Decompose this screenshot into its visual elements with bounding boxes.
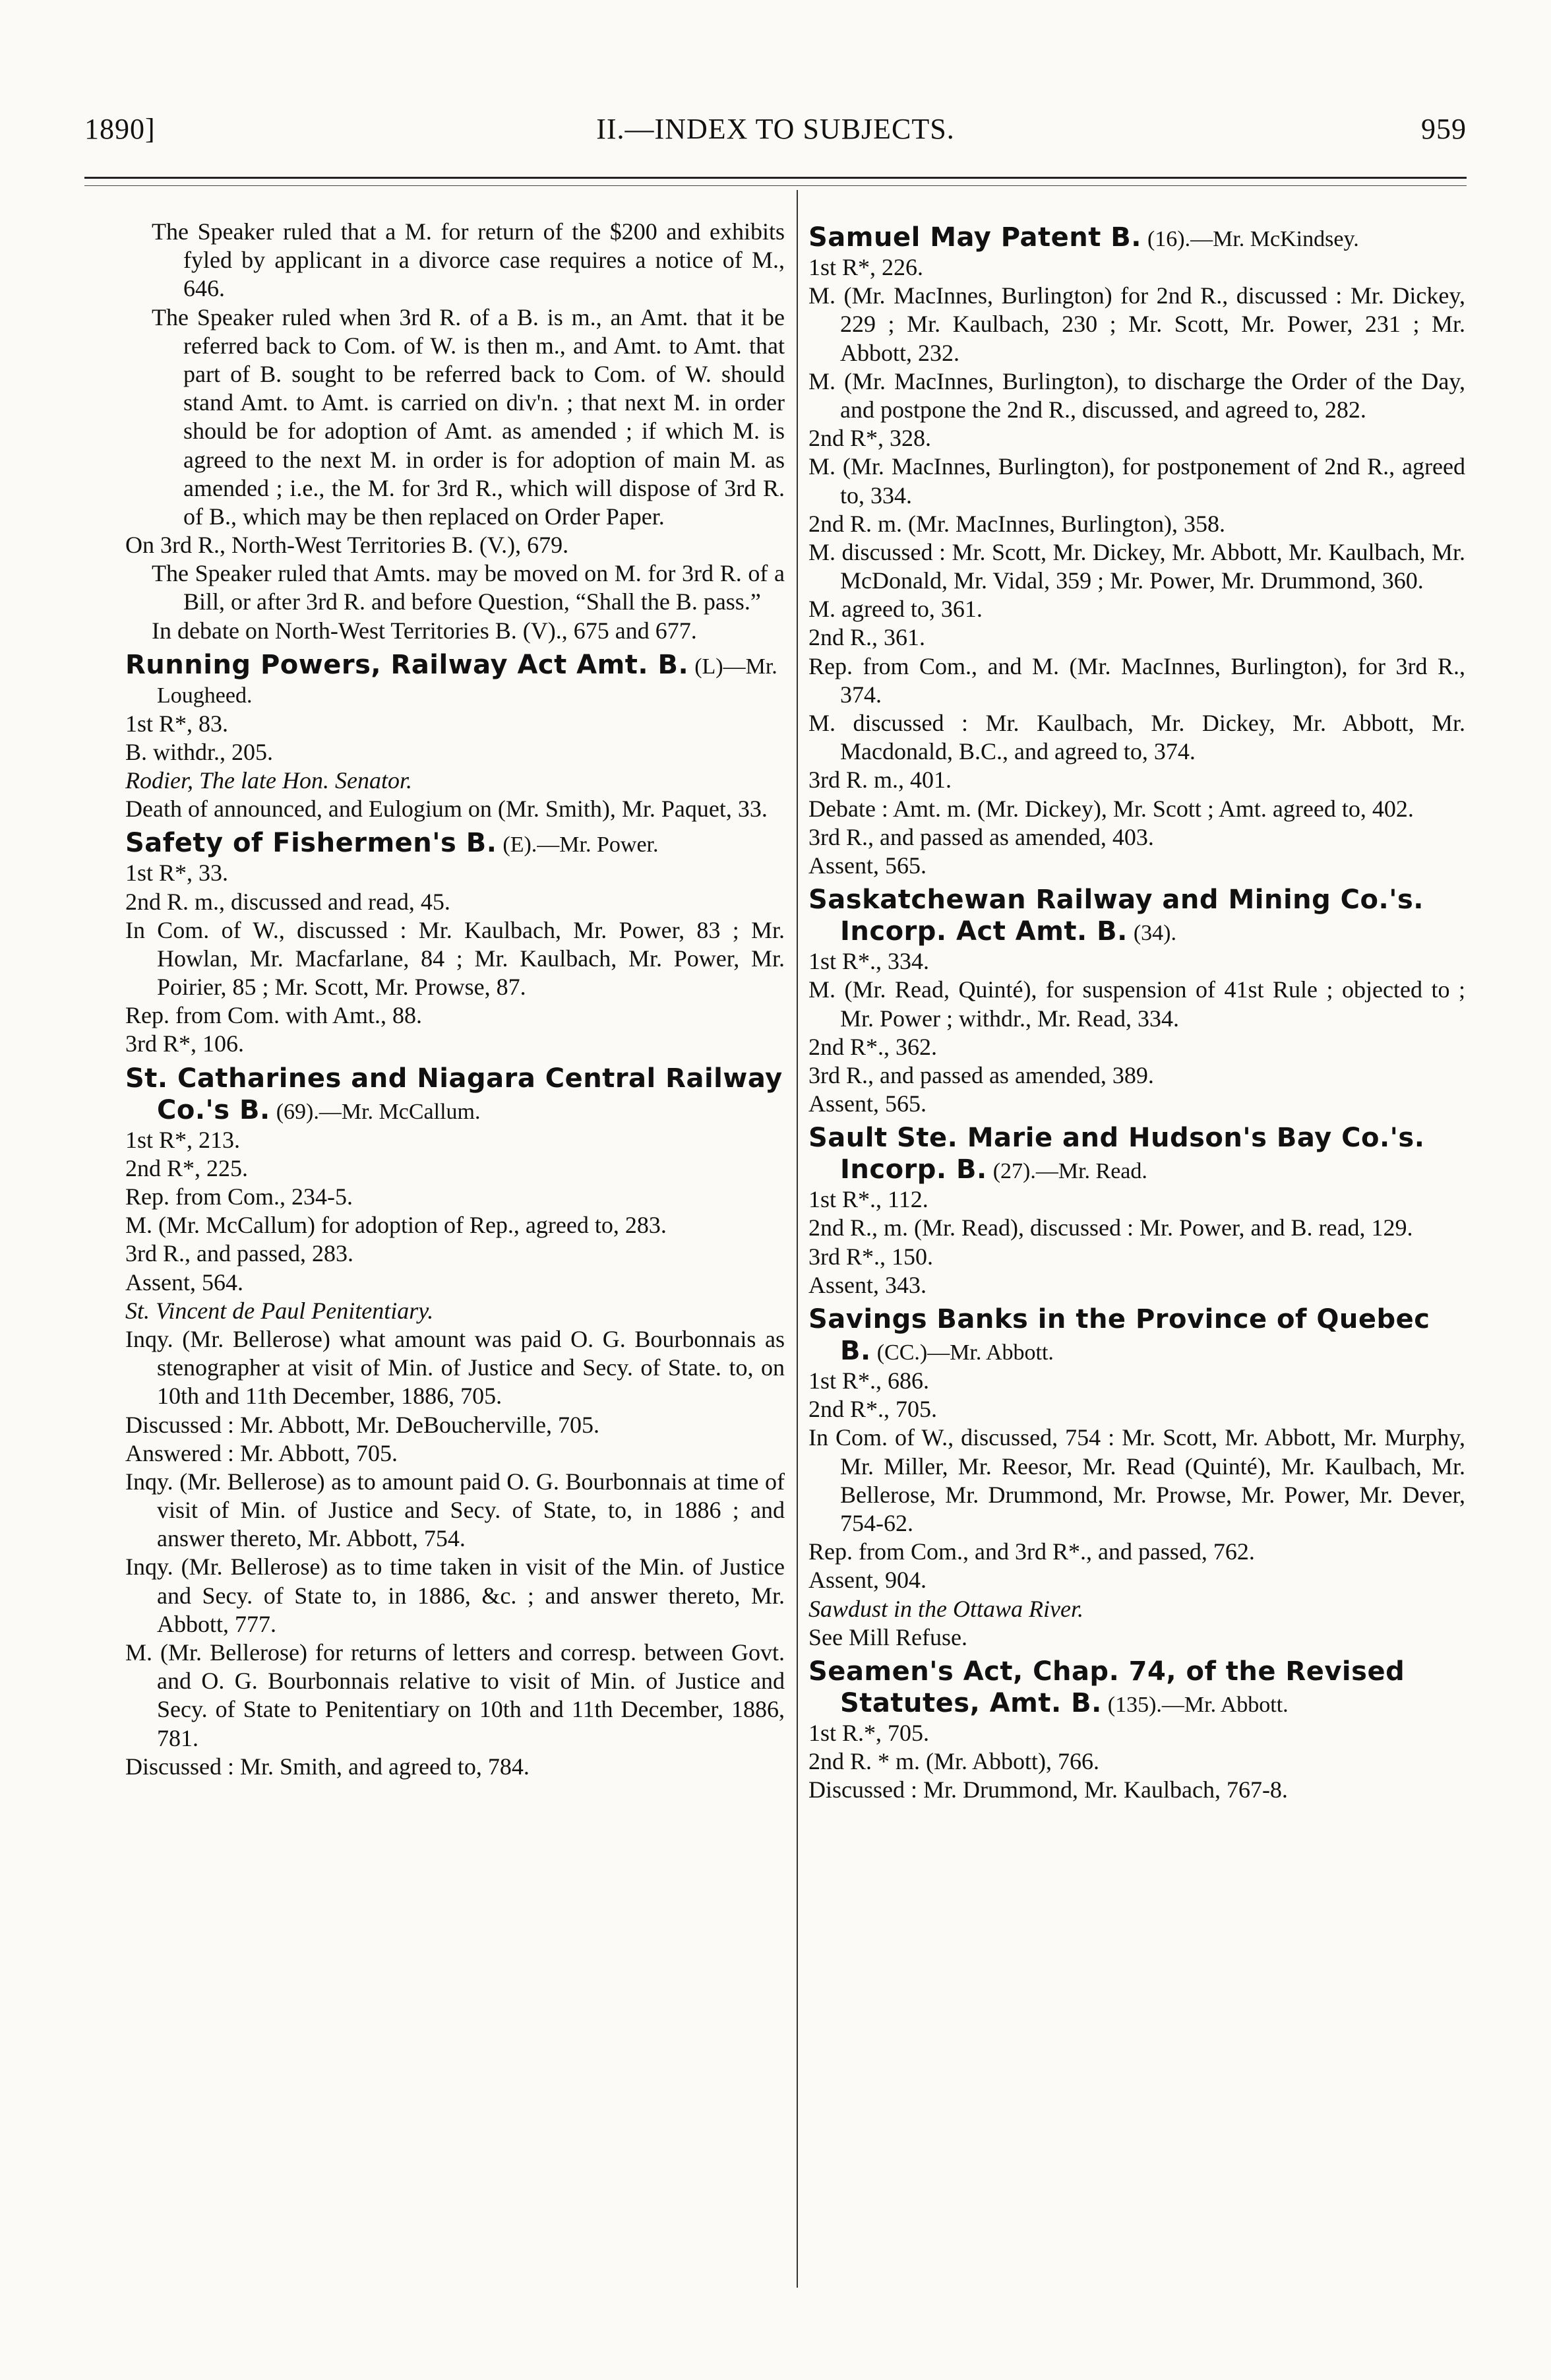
index-subject-italic: Rodier, The late Hon. Senator. — [125, 767, 412, 794]
index-entry: M. (Mr. MacInnes, Burlington), to discharge the Order of the Day, and postpone the 2nd R., discussed, and agreed to, 282. — [808, 367, 1465, 423]
index-heading — [125, 649, 785, 710]
index-entry: M. (Mr. McCallum) for adoption of Rep., agreed to, 283. — [125, 1212, 667, 1239]
index-subject-italic: Sawdust in the Ottawa River. — [808, 1595, 1083, 1622]
index-entry: The Speaker ruled when 3rd R. of a B. is m., an Amt. that it be referred back to Com. of W. is then m., and Amt. to Amt. that part of B. sought to be referred back to Com. of W. should stand Amt. to Amt. is carried on div'n. ; that next M. in order should be for adoption of Amt. as amended ; if which M. is agreed to the next M. in order is for adoption of main M. as amended ; i.e., the M. for 3rd R., which will dispose of 3rd R. of B., which may be then replaced on Order Paper. — [152, 303, 785, 530]
index-entry: Discussed : Mr. Smith, and agreed to, 784. — [125, 1753, 530, 1780]
page-header — [84, 112, 1467, 158]
index-entry: 2nd R. m., discussed and read, 45. — [125, 888, 450, 915]
index-entry: Assent, 904. — [808, 1567, 927, 1594]
index-entry: See Mill Refuse. — [808, 1623, 967, 1650]
index-heading — [125, 1063, 785, 1126]
index-entry: 1st R*, 226. — [808, 254, 924, 280]
index-entry: Inqy. (Mr. Bellerose) as to time taken in visit of the Min. of Justice and Secy. of State to, in 1886, &c. ; and answer thereto, Mr. Abbott, 777. — [125, 1553, 785, 1637]
header-year: 1890] — [84, 113, 156, 145]
index-entry: The Speaker ruled that a M. for return of the $200 and exhibits fyled by applicant in a divorce case requires a notice of M., 646. — [152, 218, 785, 302]
index-entry: 2nd R. m. (Mr. MacInnes, Burlington), 358. — [808, 510, 1225, 537]
index-entry: 3rd R., and passed, 283. — [125, 1240, 353, 1267]
index-entry: In Com. of W., discussed : Mr. Kaulbach, Mr. Power, 83 ; Mr. Howlan, Mr. Macfarlane, 84 ; Mr. Kaulbach, Mr. Power, Mr. Poirier, 85 ; Mr. Scott, Mr. Prowse, 87. — [125, 916, 785, 1001]
index-entry: 2nd R., 361. — [808, 624, 926, 651]
heading-title: Safety of Fishermen's B. — [125, 828, 497, 859]
index-entry: 1st R*, 213. — [125, 1126, 241, 1153]
index-entry: 1st R*., 686. — [808, 1367, 930, 1394]
index-entry: M. (Mr. Read, Quinté), for suspension of 41st Rule ; objected to ; Mr. Power ; withdr., Mr. Read, 334. — [808, 976, 1465, 1032]
index-entry: 3rd R., and passed as amended, 403. — [808, 823, 1154, 850]
index-entry: 2nd R*, 225. — [125, 1154, 249, 1181]
index-entry: Debate : Amt. m. (Mr. Dickey), Mr. Scott ; Amt. agreed to, 402. — [808, 795, 1414, 822]
right-column — [808, 218, 1465, 1804]
index-entry: M. discussed : Mr. Kaulbach, Mr. Dickey, Mr. Abbott, Mr. Macdonald, B.C., and agreed to, 374. — [808, 710, 1465, 765]
heading-detail: (16).—Mr. McKindsey. — [1147, 227, 1359, 251]
index-entry: 1st R*, 33. — [125, 860, 229, 887]
index-entry: 2nd R*., 362. — [808, 1033, 938, 1060]
index-heading — [808, 1656, 1465, 1719]
index-entry: Rep. from Com., 234-5. — [125, 1183, 353, 1210]
heading-detail: (L)—Mr. Lougheed. — [157, 654, 777, 708]
index-entry: In debate on North-West Territories B. (V)., 675 and 677. — [152, 617, 697, 644]
heading-detail: (E).—Mr. Power. — [502, 832, 659, 858]
header-rule-thin — [84, 185, 1467, 186]
index-heading — [808, 222, 1465, 253]
heading-title: Savings Banks in the Province of Quebec B. — [808, 1304, 1430, 1366]
index-entry: Rep. from Com. with Amt., 88. — [125, 1002, 422, 1029]
heading-detail: (135).—Mr. Abbott. — [1107, 1692, 1289, 1717]
index-entry: 3rd R*., 150. — [808, 1243, 933, 1270]
index-entry: 2nd R., m. (Mr. Read), discussed : Mr. Power, and B. read, 129. — [808, 1214, 1413, 1241]
index-entry: Assent, 343. — [808, 1271, 927, 1298]
index-entry: Assent, 565. — [808, 852, 927, 879]
index-heading — [125, 827, 785, 859]
heading-title: Saskatchewan Railway and Mining Co.'s. Incorp. Act Amt. B. — [808, 885, 1424, 947]
index-entry: Assent, 565. — [808, 1090, 927, 1117]
index-entry: 2nd R*, 328. — [808, 425, 932, 452]
index-entry: M. (Mr. MacInnes, Burlington) for 2nd R., discussed : Mr. Dickey, 229 ; Mr. Kaulbach, 230 ; Mr. Scott, Mr. Power, 231 ; Mr. Abbott, 232. — [808, 282, 1465, 366]
index-entry: 2nd R. * m. (Mr. Abbott), 766. — [808, 1748, 1100, 1775]
index-entry: M. agreed to, 361. — [808, 596, 983, 623]
heading-detail: (27).—Mr. Read. — [992, 1159, 1147, 1184]
index-entry: Rep. from Com., and 3rd R*., and passed, 762. — [808, 1538, 1255, 1565]
heading-title: St. Catharines and Niagara Central Railway Co.'s B. — [125, 1063, 783, 1125]
index-entry: Discussed : Mr. Drummond, Mr. Kaulbach, 767-8. — [808, 1776, 1288, 1803]
index-entry: 1st R.*, 705. — [808, 1719, 930, 1746]
header-page-number: 959 — [1421, 113, 1467, 145]
index-entry: 3rd R., and passed as amended, 389. — [808, 1061, 1154, 1088]
index-entry: M. (Mr. MacInnes, Burlington), for postponement of 2nd R., agreed to, 334. — [808, 453, 1465, 509]
heading-detail: (CC.)—Mr. Abbott. — [876, 1340, 1054, 1365]
index-entry: 1st R*, 83. — [125, 710, 229, 737]
index-entry: Inqy. (Mr. Bellerose) what amount was paid O. G. Bourbonnais as stenographer at visit of Min. of Justice and Secy. of State. to, on 10th and 11th December, 1886, 705. — [125, 1325, 785, 1410]
index-entry: Answered : Mr. Abbott, 705. — [125, 1439, 398, 1466]
index-entry: M. discussed : Mr. Scott, Mr. Dickey, Mr. Abbott, Mr. Kaulbach, Mr. McDonald, Mr. Vidal, 359 ; Mr. Power, Mr. Drummond, 360. — [808, 538, 1465, 594]
heading-title: Seamen's Act, Chap. 74, of the Revised Statutes, Amt. B. — [808, 1656, 1405, 1718]
heading-detail: (34). — [1133, 921, 1176, 946]
index-entry: Assent, 564. — [125, 1268, 243, 1296]
heading-title: Samuel May Patent B. — [808, 222, 1141, 253]
index-entry: 3rd R*, 106. — [125, 1030, 244, 1057]
index-heading — [808, 1303, 1465, 1367]
index-entry: On 3rd R., North-West Territories B. (V.), 679. — [125, 532, 569, 559]
index-entry: M. (Mr. Bellerose) for returns of letters and corresp. between Govt. and O. G. Bourbonnais relative to visit of Min. of Justice and Secy. of State to Penitentiary on 10th and 11th December, 1886, 781. — [125, 1639, 785, 1751]
index-subject-italic: St. Vincent de Paul Penitentiary. — [125, 1297, 434, 1324]
index-entry: In Com. of W., discussed, 754 : Mr. Scott, Mr. Abbott, Mr. Murphy, Mr. Miller, Mr. Reesor, Mr. Read (Quinté), Mr. Kaulbach, Mr. Bellerose, Mr. Drummond, Mr. Prowse, Mr. Power, Mr. Dever, 754-62. — [808, 1424, 1465, 1536]
index-entry: Death of announced, and Eulogium on (Mr. Smith), Mr. Paquet, 33. — [125, 796, 768, 823]
heading-detail: (69).—Mr. McCallum. — [276, 1099, 481, 1124]
left-column — [125, 218, 785, 1781]
index-entry: 3rd R. m., 401. — [808, 767, 952, 794]
heading-title: Running Powers, Railway Act Amt. B. — [125, 649, 689, 680]
index-entry: 1st R*., 334. — [808, 948, 930, 975]
header-title: II.—INDEX TO SUBJECTS. — [596, 113, 955, 145]
index-heading — [808, 884, 1465, 947]
index-heading — [808, 1122, 1465, 1185]
index-entry: Inqy. (Mr. Bellerose) as to amount paid O. G. Bourbonnais at time of visit of Min. of Justice and Secy. of State, to, in 1886 ; and answer thereto, Mr. Abbott, 754. — [125, 1468, 785, 1552]
index-entry: 1st R*., 112. — [808, 1186, 928, 1213]
index-entry: Discussed : Mr. Abbott, Mr. DeBoucherville, 705. — [125, 1411, 599, 1438]
index-entry: Rep. from Com., and M. (Mr. MacInnes, Burlington), for 3rd R., 374. — [808, 652, 1465, 708]
index-entry: 2nd R*., 705. — [808, 1396, 938, 1423]
index-entry: The Speaker ruled that Amts. may be moved on M. for 3rd R. of a Bill, or after 3rd R. and before Question, “Shall the B. pass.” — [152, 560, 785, 615]
index-entry: B. withdr., 205. — [125, 738, 274, 765]
header-rule-thick — [84, 177, 1467, 179]
heading-title: Sault Ste. Marie and Hudson's Bay Co.'s. Incorp. B. — [808, 1123, 1425, 1185]
column-divider — [797, 190, 798, 2288]
